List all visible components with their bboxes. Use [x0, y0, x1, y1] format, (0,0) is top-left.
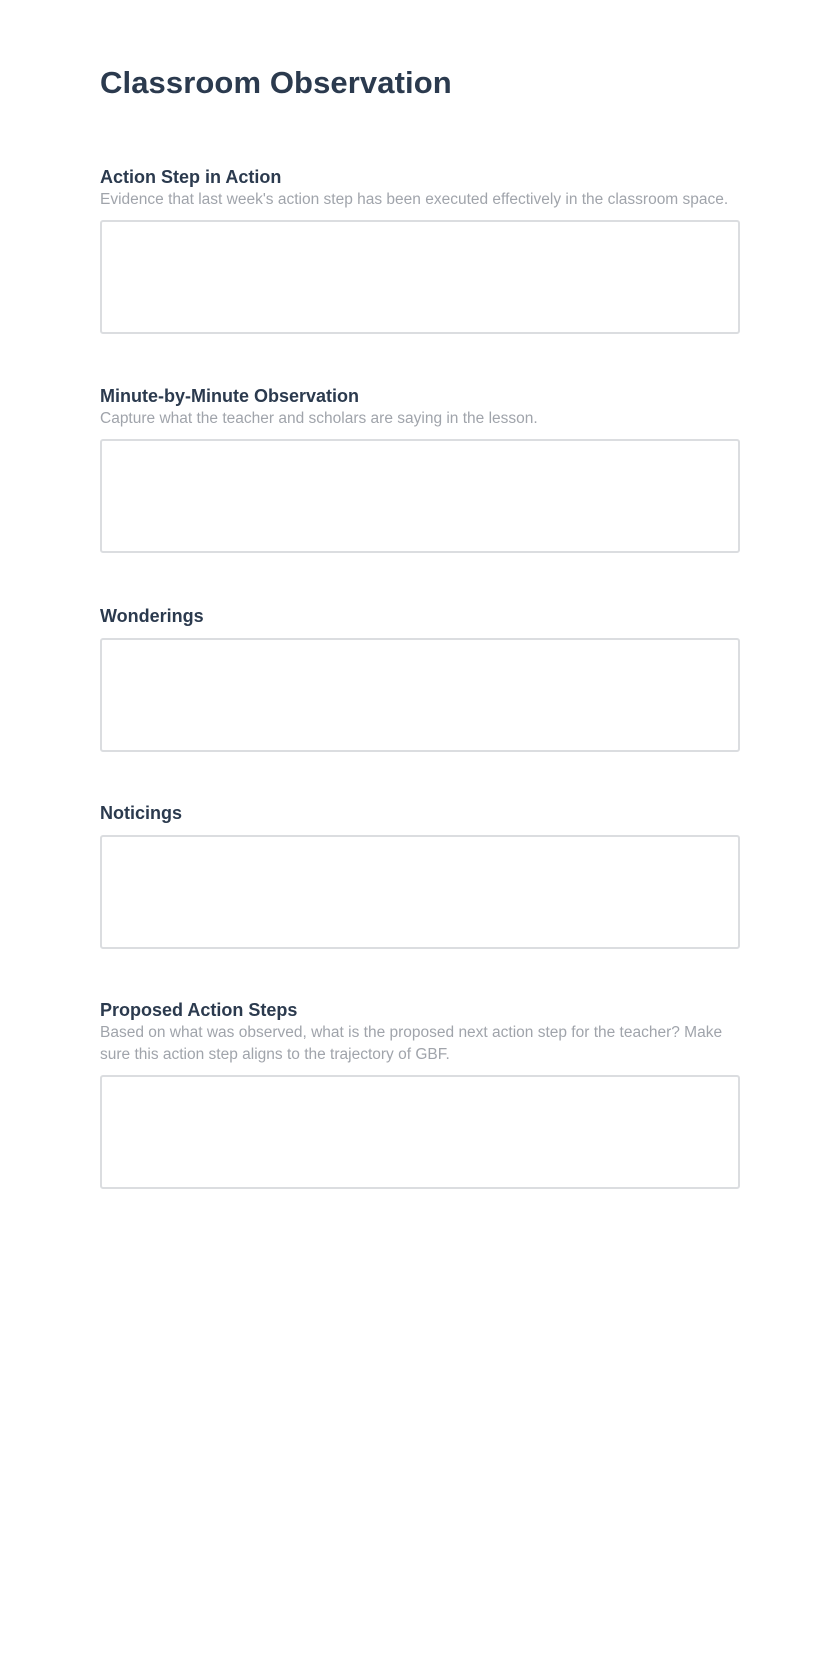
wonderings-input[interactable] — [100, 638, 740, 752]
proposed-action-steps-input[interactable] — [100, 1075, 740, 1189]
section-proposed-action-steps — [100, 998, 740, 1189]
section-description: Evidence that last week's action step has been executed effectively in the classroom space. — [100, 191, 729, 208]
section-description: Based on what was observed, what is the proposed next action step for the teacher? Make sure this action step aligns to the trajectory of GBF. — [100, 1024, 723, 1063]
page-title: Classroom Observation — [100, 65, 452, 100]
section-title: Wonderings — [100, 606, 204, 626]
noticings-input[interactable] — [100, 835, 740, 949]
section-title: Minute-by-Minute Observation — [100, 386, 360, 406]
section-minute-by-minute-observation — [100, 384, 740, 553]
minute-by-minute-observation-input[interactable] — [100, 439, 740, 553]
section-title: Action Step in Action — [100, 167, 282, 187]
section-wonderings — [100, 604, 740, 752]
action-step-in-action-input[interactable] — [100, 220, 740, 334]
section-title: Noticings — [100, 803, 183, 823]
section-title: Proposed Action Steps — [100, 1000, 298, 1020]
section-action-step-in-action — [100, 165, 740, 334]
section-description: Capture what the teacher and scholars are saying in the lesson. — [100, 410, 538, 427]
section-noticings — [100, 801, 740, 949]
